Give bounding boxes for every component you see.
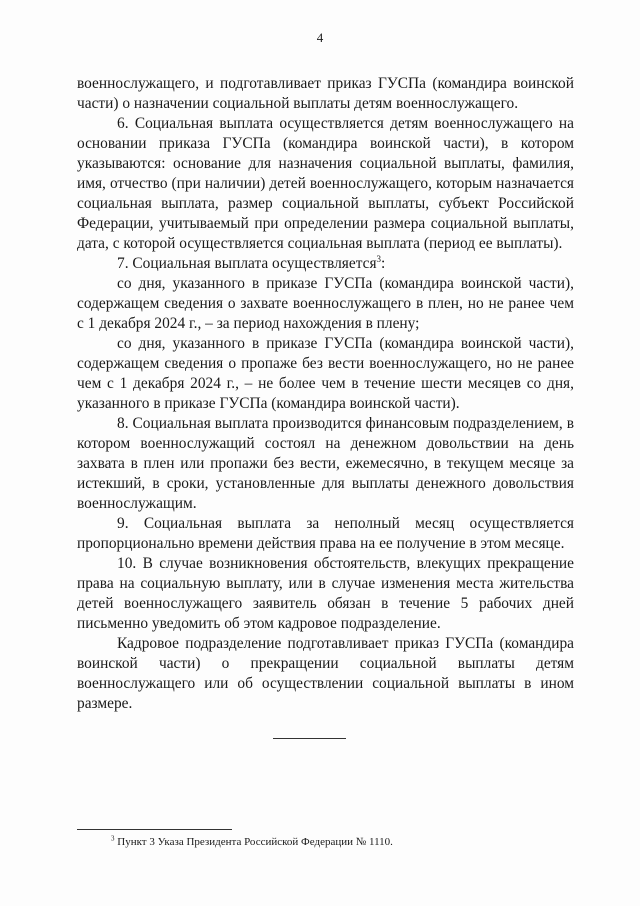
footnote-marker: 3: [111, 834, 115, 843]
document-body: [77, 74, 574, 714]
page-number: 4: [316, 30, 324, 45]
paragraph-captivity: со дня, указанного в приказе ГУСПа (командира воинской части), содержащем сведения о захвате военнослужащего в плен, но не ранее чем с 1 декабря 2024 г., – за период нахождения в плену;: [77, 275, 574, 332]
end-divider: [273, 738, 346, 739]
paragraph-item-8: 8. Социальная выплата производится финансовым подразделением, в котором военнослужащий состоял на денежном довольствии на день захвата в плен или пропажи без вести, ежемесячно, в текущем месяце за истекший, в сроки, установленные для выплаты денежного довольствия военнослужащим.: [77, 415, 574, 512]
paragraph-continuation: военнослужащего, и подготавливает приказ ГУСПа (командира воинской части) о назначении социальной выплаты детям военнослужащего.: [77, 75, 574, 112]
paragraph-item-10: 10. В случае возникновения обстоятельств, влекущих прекращение права на социальную выплату, или в случае изменения места жительства детей военнослужащего заявитель обязан в течение 5 рабочих дней письменно уведомить об этом кадровое подразделение.: [77, 555, 574, 632]
paragraph-item-7-colon: :: [381, 255, 386, 272]
paragraph-item-6: 6. Социальная выплата осуществляется детям военнослужащего на основании приказа ГУСПа (командира воинской части), в котором указываются: основание для назначения социальной выплаты, фамилия, имя, отчество (при наличии) детей военнослужащего, которым назначается социальная выплата, размер социальной выплаты, субъект Российской Федерации, учитываемый при определении размера социальной выплаты, дата, с которой осуществляется социальная выплата (период ее выплаты).: [77, 115, 574, 252]
paragraph-item-7-text: 7. Социальная выплата осуществляется: [117, 255, 377, 272]
paragraph-missing: со дня, указанного в приказе ГУСПа (командира воинской части), содержащем сведения о пропаже без вести военнослужащего, но не ранее чем с 1 декабря 2024 г., – не более чем в течение шести месяцев со дня, указанного в приказе ГУСПа (командира воинской части).: [77, 335, 574, 412]
paragraph-personnel: Кадровое подразделение подготавливает приказ ГУСПа (командира воинской части) о прекращении социальной выплаты детям военнослужащего или об осуществлении социальной выплаты в ином размере.: [77, 635, 574, 712]
footnote-text: Пункт 3 Указа Президента Российской Федерации № 1110.: [114, 836, 393, 848]
footnote-divider: [77, 829, 232, 830]
paragraph-item-7: [77, 254, 574, 274]
footnote: [111, 835, 393, 849]
footnote-reference: 3: [376, 253, 382, 264]
paragraph-item-9: 9. Социальная выплата за неполный месяц осуществляется пропорционально времени действия права на ее получение в этом месяце.: [77, 515, 574, 552]
